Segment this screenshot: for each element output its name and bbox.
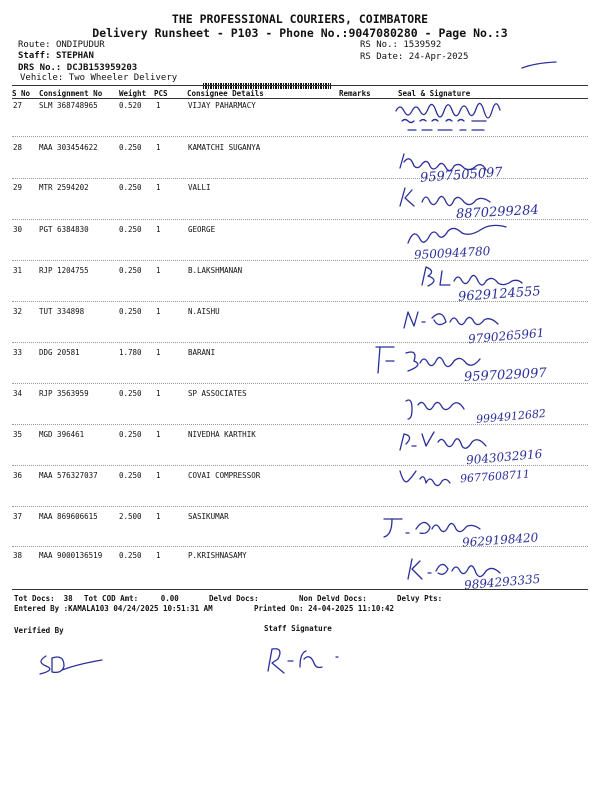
vehicle-value: Two Wheeler Delivery xyxy=(68,73,178,83)
route-line xyxy=(18,40,105,50)
printed-on: Printed On: 24-04-2025 11:10:42 xyxy=(254,604,394,613)
row-sno: 28 xyxy=(13,143,23,152)
row-weight: 0.520 xyxy=(119,101,142,110)
signature-31 xyxy=(418,265,568,289)
delvd-docs: Delvd Docs: xyxy=(209,594,259,603)
row-consignment-no: RJP 1204755 xyxy=(39,266,89,275)
row-consignment-no: MAA 576327037 xyxy=(39,471,98,480)
staff-value: STEPHAN xyxy=(55,51,94,61)
phone-32: 9790265961 xyxy=(467,325,545,347)
row-pcs: 1 xyxy=(156,143,161,152)
row-sno: 30 xyxy=(13,225,23,234)
phone-29: 8870299284 xyxy=(455,202,540,223)
row-separator xyxy=(12,260,588,261)
row-sno: 31 xyxy=(13,266,23,275)
rs-date-label: RS Date: xyxy=(360,52,404,62)
row-weight: 0.250 xyxy=(119,266,142,275)
runsheet-subtitle: Delivery Runsheet - P103 - Phone No.:9047080280 - Page No.:3 xyxy=(92,26,508,40)
staff-line xyxy=(18,51,94,61)
row-weight: 0.250 xyxy=(119,471,142,480)
phone-34: 9994912682 xyxy=(475,406,547,427)
row-pcs: 1 xyxy=(156,101,161,110)
phone-30: 9500944780 xyxy=(413,244,491,262)
row-consignee: VALLI xyxy=(188,183,211,192)
row-pcs: 1 xyxy=(156,389,161,398)
row-consignment-no: TUT 334898 xyxy=(39,307,85,316)
pen-stroke-mark xyxy=(520,60,560,70)
row-sno: 35 xyxy=(13,430,23,439)
route-value: ONDIPUDUR xyxy=(55,40,105,50)
tot-docs: Tot Docs: 38 xyxy=(14,594,73,603)
signature-36 xyxy=(396,467,456,485)
row-pcs: 1 xyxy=(156,307,161,316)
row-weight: 0.250 xyxy=(119,551,142,560)
row-weight: 1.780 xyxy=(119,348,142,357)
drs-line xyxy=(18,63,137,73)
pharmacy-seal-stamp xyxy=(392,97,532,135)
row-weight: 0.250 xyxy=(119,430,142,439)
phone-37: 9629198420 xyxy=(461,530,539,550)
col-weight: Weight xyxy=(119,89,147,98)
row-sno: 37 xyxy=(13,512,23,521)
row-pcs: 1 xyxy=(156,551,161,560)
col-seal-signature: Seal & Signature xyxy=(398,89,471,98)
vehicle-line xyxy=(20,73,177,83)
row-pcs: 1 xyxy=(156,266,161,275)
row-consignee: SASIKUMAR xyxy=(188,512,229,521)
row-sno: 34 xyxy=(13,389,23,398)
row-weight: 0.250 xyxy=(119,143,142,152)
row-consignee: NIVEDHA KARTHIK xyxy=(188,430,256,439)
phone-31: 9629124555 xyxy=(457,284,542,305)
verified-by-label: Verified By xyxy=(14,626,64,635)
verifier-signature xyxy=(32,648,112,678)
row-pcs: 1 xyxy=(156,430,161,439)
row-sno: 32 xyxy=(13,307,23,316)
row-consignment-no: DDG 20581 xyxy=(39,348,80,357)
row-consignee: VIJAY PAHARMACY xyxy=(188,101,256,110)
route-label: Route: xyxy=(18,40,51,50)
row-sno: 27 xyxy=(13,101,23,110)
row-sno: 29 xyxy=(13,183,23,192)
row-consignee: COVAI COMPRESSOR xyxy=(188,471,261,480)
row-sno: 36 xyxy=(13,471,23,480)
staff-signature-label: Staff Signature xyxy=(264,624,332,633)
rs-no-label: RS No.: xyxy=(360,40,398,50)
row-consignee: BARANI xyxy=(188,348,216,357)
col-consignee: Consignee Details xyxy=(187,89,264,98)
row-consignment-no: MAA 869606615 xyxy=(39,512,98,521)
row-pcs: 1 xyxy=(156,471,161,480)
row-pcs: 1 xyxy=(156,225,161,234)
entered-by: Entered By :KAMALA103 04/24/2025 10:51:31 AM xyxy=(14,604,213,613)
row-weight: 0.250 xyxy=(119,307,142,316)
drs-value: DCJB153959203 xyxy=(66,63,138,73)
row-weight: 0.250 xyxy=(119,389,142,398)
vehicle-label: Vehicle: xyxy=(20,73,64,83)
col-consignment: Consignment No xyxy=(39,89,103,98)
row-separator xyxy=(12,465,588,466)
row-consignee: B.LAKSHMANAN xyxy=(188,266,243,275)
row-weight: 0.250 xyxy=(119,183,142,192)
row-consignment-no: PGT 6384830 xyxy=(39,225,89,234)
rs-date-value: 24-Apr-2025 xyxy=(408,52,469,62)
row-consignment-no: MAA 9000136519 xyxy=(39,551,103,560)
col-remarks: Remarks xyxy=(339,89,371,98)
row-consignment-no: MAA 303454622 xyxy=(39,143,98,152)
rs-no-value: 1539592 xyxy=(403,40,442,50)
row-consignment-no: MGD 396461 xyxy=(39,430,85,439)
row-consignee: P.KRISHNASAMY xyxy=(188,551,247,560)
row-pcs: 1 xyxy=(156,348,161,357)
phone-35: 9043032916 xyxy=(465,446,543,468)
company-title: THE PROFESSIONAL COURIERS, COIMBATORE xyxy=(171,12,429,26)
phone-38: 9894293335 xyxy=(463,571,541,593)
row-weight: 2.500 xyxy=(119,512,142,521)
row-sno: 33 xyxy=(13,348,23,357)
row-consignment-no: RJP 3563959 xyxy=(39,389,89,398)
row-consignee: N.AISHU xyxy=(188,307,220,316)
table-bottom-rule xyxy=(12,589,588,590)
row-pcs: 1 xyxy=(156,512,161,521)
phone-28: 9597505097 xyxy=(419,165,504,186)
row-pcs: 1 xyxy=(156,183,161,192)
row-separator xyxy=(12,506,588,507)
row-separator xyxy=(12,136,588,137)
phone-33: 9597029097 xyxy=(463,365,548,386)
delvy-pts: Delvy Pts: xyxy=(397,594,443,603)
row-consignment-no: MTR 2594202 xyxy=(39,183,89,192)
table-top-rule xyxy=(12,85,588,86)
phone-36: 9677608711 xyxy=(459,467,531,486)
staff-label: Staff: xyxy=(18,51,51,61)
row-separator xyxy=(12,424,588,425)
col-sno: S No xyxy=(12,89,31,98)
tot-cod-amt: Tot COD Amt: 0.00 xyxy=(84,594,179,603)
row-sno: 38 xyxy=(13,551,23,560)
row-consignee: KAMATCHI SUGANYA xyxy=(188,143,261,152)
row-consignment-no: SLM 368748965 xyxy=(39,101,98,110)
row-consignee: GEORGE xyxy=(188,225,216,234)
row-weight: 0.250 xyxy=(119,225,142,234)
row-consignee: SP ASSOCIATES xyxy=(188,389,247,398)
rs-no-line xyxy=(360,40,441,50)
non-delvd-docs: Non Delvd Docs: xyxy=(299,594,367,603)
drs-label: DRS No.: xyxy=(18,63,62,73)
staff-signature xyxy=(262,643,352,675)
col-pcs: PCS xyxy=(154,89,168,98)
rs-date-line xyxy=(360,52,468,62)
